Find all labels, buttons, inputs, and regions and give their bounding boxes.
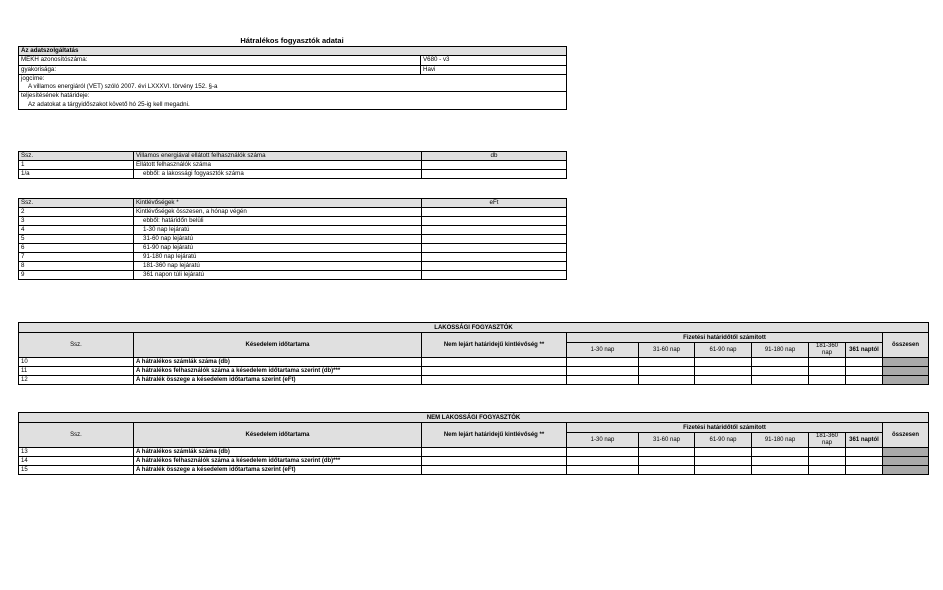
total-cell xyxy=(883,367,929,376)
residential-table xyxy=(18,322,929,385)
table-row-label: A hátralékos számlák száma (db) xyxy=(134,448,422,457)
table-row-ssz: 2 xyxy=(19,208,134,217)
t1-header-unit: db xyxy=(422,152,567,161)
t1-header-ssz: Ssz. xyxy=(19,152,134,161)
input-cell[interactable] xyxy=(639,466,695,475)
non-residential-title: NEM LAKOSSÁGI FOGYASZTÓK xyxy=(19,413,929,423)
total-cell xyxy=(883,448,929,457)
table-row-label: 31-60 nap lejáratú xyxy=(134,235,422,244)
t4-header-delay: Késedelem időtartama xyxy=(134,423,422,448)
table-row-ssz: 9 xyxy=(19,271,134,280)
input-cell[interactable] xyxy=(752,376,809,385)
receivables-table xyxy=(18,198,567,280)
input-cell[interactable] xyxy=(695,457,752,466)
table-row-label: A hátralékos felhasználók száma a késedelem időtartama szerint (db)*** xyxy=(134,457,422,466)
table-row-ssz: 11 xyxy=(19,367,134,376)
t4-col-31-60: 31-60 nap xyxy=(639,433,695,448)
table-row-label: A hátralékos számlák száma (db) xyxy=(134,358,422,367)
table-row-ssz: 13 xyxy=(19,448,134,457)
deadline-label: teljesítésének határideje: xyxy=(19,92,567,101)
input-cell[interactable] xyxy=(567,367,639,376)
input-cell[interactable] xyxy=(422,226,567,235)
input-cell[interactable] xyxy=(422,367,567,376)
freq-value: Havi xyxy=(421,65,567,74)
table-row-label: A hátralékos felhasználók száma a késedelem időtartama szerint (db)*** xyxy=(134,367,422,376)
t2-header-ssz: Ssz. xyxy=(19,199,134,208)
input-cell[interactable] xyxy=(422,376,567,385)
t3-col-91-180: 91-180 nap xyxy=(752,343,809,358)
t3-header-ssz: Ssz. xyxy=(19,333,134,358)
table-row-ssz: 12 xyxy=(19,376,134,385)
table-row-label: Ellátott felhasználók száma xyxy=(134,161,422,170)
t4-header-ssz: Ssz. xyxy=(19,423,134,448)
table-row-label: 61-90 nap lejáratú xyxy=(134,244,422,253)
input-cell[interactable] xyxy=(695,376,752,385)
consumers-count-table xyxy=(18,151,567,179)
total-cell xyxy=(883,466,929,475)
total-cell xyxy=(883,457,929,466)
t2-header-unit: eFt xyxy=(422,199,567,208)
residential-title: LAKOSSÁGI FOGYASZTÓK xyxy=(19,323,929,333)
t1-header-name: Villamos energiával ellátott felhasználók száma xyxy=(134,152,422,161)
input-cell[interactable] xyxy=(639,448,695,457)
input-cell[interactable] xyxy=(809,358,846,367)
input-cell[interactable] xyxy=(752,457,809,466)
table-row-label: 91-180 nap lejáratú xyxy=(134,253,422,262)
input-cell[interactable] xyxy=(422,208,567,217)
input-cell[interactable] xyxy=(422,358,567,367)
input-cell[interactable] xyxy=(422,448,567,457)
input-cell[interactable] xyxy=(422,457,567,466)
t3-header-group: Fizetési határidőtől számított xyxy=(567,333,883,343)
non-residential-table xyxy=(18,412,929,475)
table-row-label: 1-30 nap lejáratú xyxy=(134,226,422,235)
t4-header-notdue: Nem lejárt határidejű kintlévőség ** xyxy=(422,423,567,448)
table-row-label: 361 napon túli lejáratú xyxy=(134,271,422,280)
table-row-label: Kintlévőségek összesen, a hónap végén xyxy=(134,208,422,217)
table-row-label: 181-360 nap lejáratú xyxy=(134,262,422,271)
table-row-ssz: 4 xyxy=(19,226,134,235)
input-cell[interactable] xyxy=(422,217,567,226)
input-cell[interactable] xyxy=(695,367,752,376)
input-cell[interactable] xyxy=(695,358,752,367)
input-cell[interactable] xyxy=(639,376,695,385)
input-cell[interactable] xyxy=(422,271,567,280)
t3-col-181-360: 181-360 nap xyxy=(809,343,846,358)
t4-col-181-360: 181-360 nap xyxy=(809,433,846,448)
table-row-ssz: 14 xyxy=(19,457,134,466)
input-cell[interactable] xyxy=(567,376,639,385)
input-cell[interactable] xyxy=(567,466,639,475)
table-row-label: ebből: a lakossági fogyasztók száma xyxy=(134,170,422,179)
t3-header-delay: Késedelem időtartama xyxy=(134,333,422,358)
t4-header-total: összesen xyxy=(883,423,929,448)
t4-header-group: Fizetési határidőtől számított xyxy=(567,423,883,433)
legal-label: jogcíme: xyxy=(19,74,567,83)
input-cell[interactable] xyxy=(422,253,567,262)
input-cell[interactable] xyxy=(846,457,883,466)
input-cell[interactable] xyxy=(639,457,695,466)
deadline-value: Az adatokat a tárgyidőszakot követő hó 25-ig kell megadni. xyxy=(19,101,567,110)
input-cell[interactable] xyxy=(639,358,695,367)
table-row-label: A hátralék összege a késedelem időtartama szerint (eFt) xyxy=(134,466,422,475)
legal-value: A villamos energiáról (VET) szóló 2007. évi LXXXVI. törvény 152. §-a xyxy=(19,83,567,92)
input-cell[interactable] xyxy=(846,376,883,385)
t4-col-361: 361 naptól xyxy=(846,433,883,448)
input-cell[interactable] xyxy=(752,358,809,367)
freq-label: gyakorisága: xyxy=(19,65,421,74)
input-cell[interactable] xyxy=(422,244,567,253)
table-row-ssz: 6 xyxy=(19,244,134,253)
input-cell[interactable] xyxy=(695,448,752,457)
t3-header-total: összesen xyxy=(883,333,929,358)
input-cell[interactable] xyxy=(422,235,567,244)
input-cell[interactable] xyxy=(846,367,883,376)
t4-col-61-90: 61-90 nap xyxy=(695,433,752,448)
input-cell[interactable] xyxy=(846,358,883,367)
input-cell[interactable] xyxy=(639,367,695,376)
table-row-ssz: 7 xyxy=(19,253,134,262)
t3-col-61-90: 61-90 nap xyxy=(695,343,752,358)
input-cell[interactable] xyxy=(567,448,639,457)
input-cell[interactable] xyxy=(846,448,883,457)
input-cell[interactable] xyxy=(567,457,639,466)
input-cell[interactable] xyxy=(695,466,752,475)
input-cell[interactable] xyxy=(567,358,639,367)
input-cell[interactable] xyxy=(846,466,883,475)
info-table xyxy=(18,46,567,110)
t3-col-31-60: 31-60 nap xyxy=(639,343,695,358)
mekh-value: V680 - v3 xyxy=(421,56,567,65)
table-row-ssz: 15 xyxy=(19,466,134,475)
t3-col-1-30: 1-30 nap xyxy=(567,343,639,358)
t2-header-name: Kintlévőségek * xyxy=(134,199,422,208)
table-row-ssz: 3 xyxy=(19,217,134,226)
table-row-ssz: 1/a xyxy=(19,170,134,179)
table-row-ssz: 1 xyxy=(19,161,134,170)
total-cell xyxy=(883,358,929,367)
input-cell[interactable] xyxy=(809,448,846,457)
table-row-label: A hátralék összege a késedelem időtartama szerint (eFt) xyxy=(134,376,422,385)
input-cell[interactable] xyxy=(422,161,567,170)
input-cell[interactable] xyxy=(752,466,809,475)
table-row-label: ebből: határidőn belüli xyxy=(134,217,422,226)
total-cell xyxy=(883,376,929,385)
input-cell[interactable] xyxy=(752,448,809,457)
t3-col-361: 361 naptól xyxy=(846,343,883,358)
mekh-label: MEKH azonosítószáma: xyxy=(19,56,421,65)
input-cell[interactable] xyxy=(809,367,846,376)
info-section-header: Az adatszolgáltatás xyxy=(19,47,567,56)
table-row-ssz: 5 xyxy=(19,235,134,244)
input-cell[interactable] xyxy=(809,466,846,475)
input-cell[interactable] xyxy=(422,466,567,475)
t4-col-91-180: 91-180 nap xyxy=(752,433,809,448)
input-cell[interactable] xyxy=(422,170,567,179)
t4-col-1-30: 1-30 nap xyxy=(567,433,639,448)
input-cell[interactable] xyxy=(422,262,567,271)
table-row-ssz: 10 xyxy=(19,358,134,367)
input-cell[interactable] xyxy=(809,457,846,466)
page-title: Hátralékos fogyasztók adatai xyxy=(240,36,344,45)
t3-header-notdue: Nem lejárt határidejű kintlévőség ** xyxy=(422,333,567,358)
input-cell[interactable] xyxy=(809,376,846,385)
table-row-ssz: 8 xyxy=(19,262,134,271)
input-cell[interactable] xyxy=(752,367,809,376)
